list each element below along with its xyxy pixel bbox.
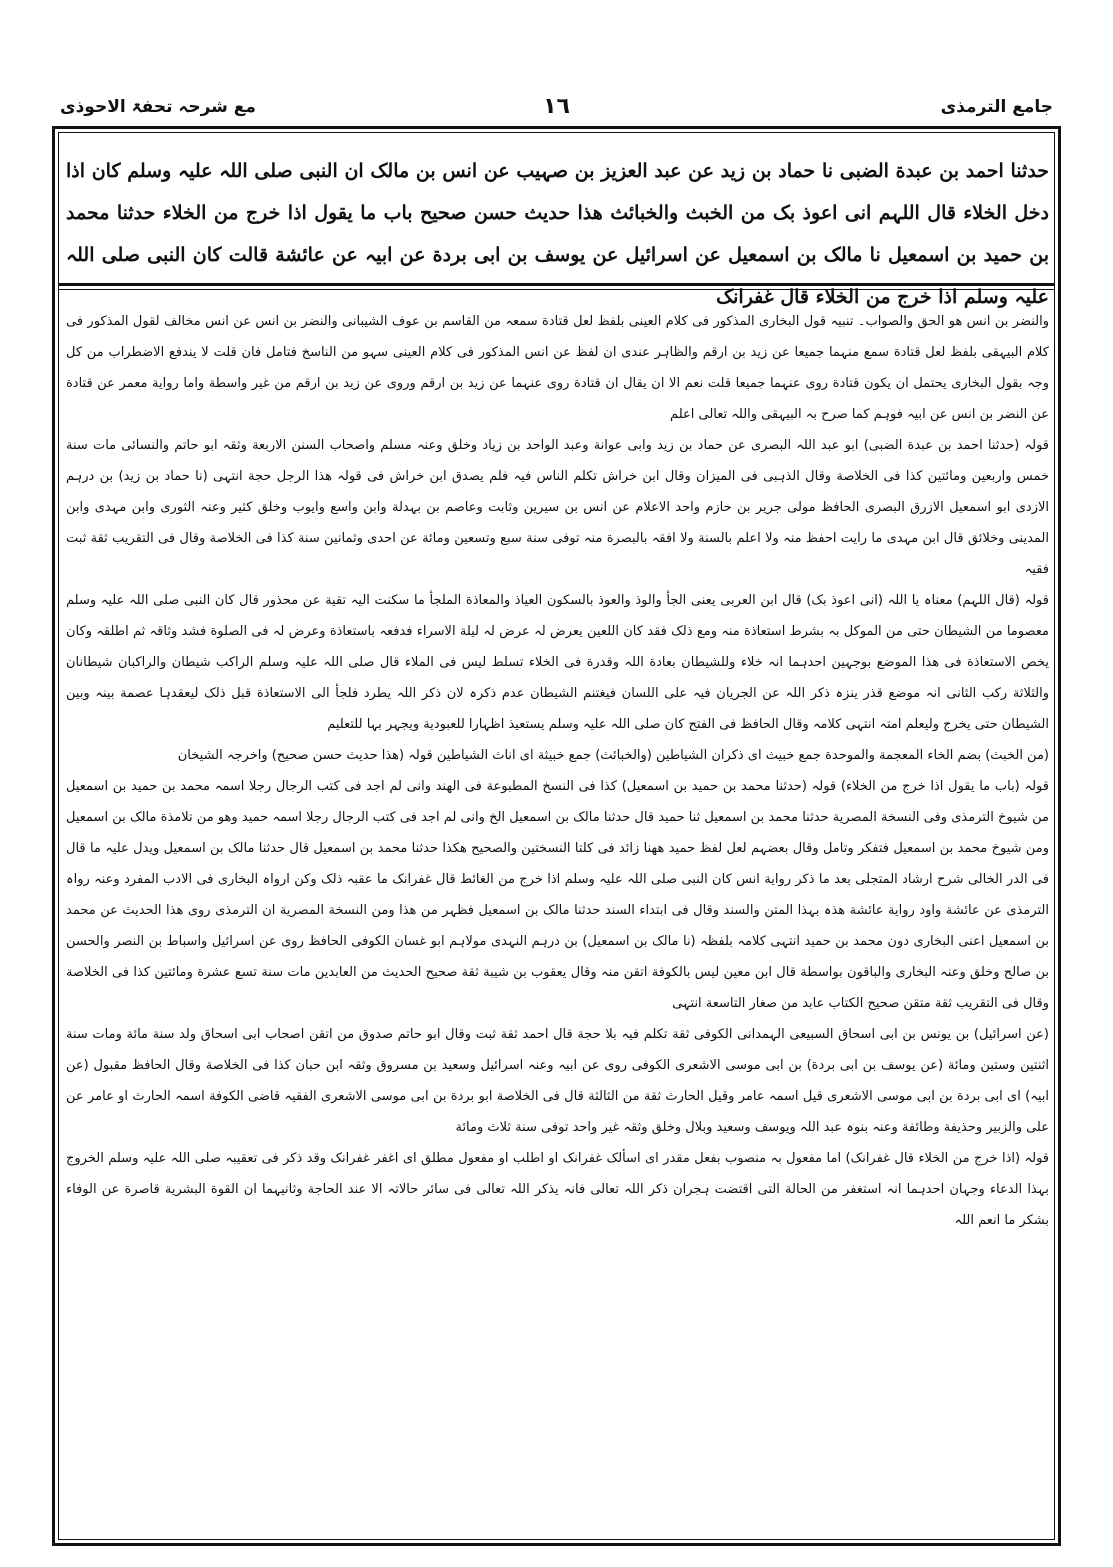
hadith-main-text: حدثنا احمد بن عبدة الضبی نا حماد بن زید عن عبد العزیز بن صہیب عن انس بن مالک ان النبی صلی اللہ علیہ وسلم کان اذا دخل الخلاء قال اللہم انی اعوذ بک من الخبث والخبائث هذا حدیث حسن صحیح باب ما یقول اذا خرج من الخلاء حدثنا محمد بن حمید بن اسمعیل نا مالک بن اسمعیل عن اسرائیل عن یوسف بن ابی بردة عن ابیہ عن عائشة قالت کان النبی صلی اللہ علیہ وسلم اذا خرج من الخلاء قال غفرانک: [66, 160, 1049, 308]
commentary-paragraph: قولہ (باب ما یقول اذا خرج من الخلاء) قولہ (حدثنا محمد بن حمید بن اسمعیل) کذا فی النسخ المطبوعة فی الهند وانی لم اجد فی کتب الرجال رجلا اسمہ محمد بن حمید بن اسمعیل من شیوخ الترمذی وفی النسخة المصریة حدثنا محمد بن اسمعیل ثنا حمید قال حدثنا مالک بن اسمعیل الخ وانی لم اجد فی کتب الرجال رجلا اسمہ حمید وهو من تلامذة مالک بن اسمعیل ومن شیوخ محمد بن اسمعیل فتفکر وتامل وقال بعضہم لعل لفظ حمید ههنا زائد فی کلتا النسختین والصحیح هکذا حدثنا محمد بن اسمعیل قال حدثنا مالک بن اسمعیل ویدل علیہ ما قال فی الدر الخالی شرح ارشاد المتجلی بعد ما ذکر روایة انس کان النبی صلی اللہ علیہ وسلم اذا خرج من الغائط قال غفرانک ما عقبہ ذلک وکن ارواہ البخاری فی الادب المفرد وعنہ رواہ الترمذی عن عائشة واود روایة عائشة هذہ بہذا المتن والسند وقال فی ابتداء السند حدثنا مالک بن اسمعیل فظہر من هذا ومن النسخة المصریة ان الترمذی روی هذا الحدیث عن محمد بن اسمعیل اعنی البخاری دون محمد بن حمید انتہی کلامہ بلفظہ (نا مالک بن اسمعیل) بن درہم النہدی مولاہم ابو غسان الکوفی الحافظ روی عن اسرائیل واسباط بن النصر والحسن بن صالح وخلق وعنہ البخاری والباقون بواسطة قال ابن معین لیس بالکوفة اتقن منہ وقال یعقوب بن شیبة ثقة صحیح الحدیث من العابدین مات سنة تسع عشرة ومائتین کذا فی الخلاصة وقال فی التقریب ثقة متقن صحیح الکتاب عابد من صغار التاسعة انتہی: [66, 779, 1049, 1011]
commentary-paragraph: (من الخبث) بضم الخاء المعجمة والموحدة جمع خبیث ای ذکران الشیاطین (والخبائث) جمع خبیثة ای اناث الشیاطین قولہ (هذا حدیث حسن صحیح) واخرجہ الشیخان: [177, 748, 1049, 763]
book-title: جامع الترمذی: [940, 97, 1053, 117]
page-number: ١٦: [543, 94, 570, 119]
commentary-title: مع شرحہ تحفۃ الاحوذی: [60, 97, 256, 117]
section-divider-thick: [58, 283, 1055, 286]
commentary-paragraph: قولہ (اذا خرج من الخلاء قال غفرانک) اما مفعول بہ منصوب بفعل مقدر ای اسألک غفرانک او اطلب او مفعول مطلق ای اغفر غفرانک وقد ذکر فی تعقیبہ صلی اللہ علیہ وسلم الخروج بہذا الدعاء وجہان احدہما انہ استغفر من الحالة التی اقتضت ہجران ذکر اللہ تعالی فانہ یذکر اللہ تعالی فی سائر حالاتہ الا عند الحاجة وثانیہما ان القوة البشریة قاصرة عن الوفاء بشکر ما انعم اللہ: [66, 1151, 1049, 1228]
commentary-paragraph: والنضر بن انس هو الحق والصواب۔ تنبیہ قول البخاری المذکور فی کلام العینی بلفظ لعل قتادة سمعہ من القاسم بن عوف الشیبانی والنضر بن انس عن انس مخالف لقول المذکور فی کلام البیہقی بلفظ لعل قتادة سمع منہما جمیعا عن زید بن ارقم والظاہر عندی ان لفظ عن انس المذکور فی کلام العینی سہو من الناسخ فتامل فان قلت لا یندفع الاضطراب من کل وجہ بقول البخاری یحتمل ان یکون قتادة روی عنہما جمیعا قلت نعم الا ان یقال ان قتادة روی عنہما عن زید بن ارقم وروی عن زید بن ارقم من غیر واسطة واما روایة معمر عن قتادة عن النضر بن انس عن ابیہ فوہم کما صرح بہ البیہقی واللہ تعالی اعلم: [66, 314, 1049, 422]
section-divider-thin: [58, 289, 1055, 290]
running-header: [60, 92, 1053, 128]
commentary-body: [66, 306, 1049, 1532]
commentary-paragraph: قولہ (قال اللہم) معناہ یا اللہ (انی اعوذ بک) قال ابن العربی یعنی الجأ والوذ والعوذ بالسکون العیاذ والمعاذة الملجأ ما سکنت الیہ تقیة عن محذور قال کان النبی صلی اللہ علیہ وسلم معصوما من الشیطان حتی من الموکل بہ بشرط استعاذة منہ ومع ذلک فقد کان اللعین یعرض لہ عرض لہ لیلة الاسراء فدفعہ باستعاذة وعرض لہ فی الصلوة فشد وثاقہ ثم اطلقہ وکان یخص الاستعاذة فی هذا الموضع بوجہین احدہما انہ خلاء وللشیطان بعادة اللہ وقدرة فی الخلاء تسلط لیس فی الملاء قال صلی اللہ علیہ وسلم الراکب شیطان والراکبان شیطانان والثلاثة رکب الثانی انہ موضع قذر ینزہ ذکر اللہ عن الجریان فیہ علی اللسان فیغتنم الشیطان عدم ذکرہ لان ذکر اللہ یطرد فلجأ الی الاستعاذة قبل ذلک لیعقدہا عصمة بینہ وبین الشیطان حتی یخرج ولیعلم امتہ انتہی کلامہ وقال الحافظ فی الفتح کان صلی اللہ علیہ وسلم یستعیذ اظہارا للعبودیة ویجہر بہا للتعلیم: [66, 593, 1049, 732]
commentary-paragraph: (عن اسرائیل) بن یونس بن ابی اسحاق السبیعی الہمدانی الکوفی ثقة تکلم فیہ بلا حجة قال احمد ثقة ثبت وقال ابو حاتم صدوق من اتقن اصحاب ابی اسحاق ولد سنة مائة ومات سنة اثنتین وستین ومائة (عن یوسف بن ابی بردة) بن ابی موسی الاشعری الکوفی روی عن ابیہ وعنہ اسرائیل وسعید بن مسروق وثقہ ابن حبان کذا فی الخلاصة وقال الحافظ مقبول (عن ابیہ) ای ابی بردة بن ابی موسی الاشعری قیل اسمہ عامر وقیل الحارث ثقة من الثالثة قال فی الخلاصة ابو بردة بن ابی موسی الاشعری الفقیہ قاضی الکوفة اسمہ الحارث او عامر عن علی والزبیر وحذیفة وطائفة وعنہ بنوہ عبد اللہ ویوسف وسعید وبلال وخلق وثقہ غیر واحد توفی سنة ثلاث ومائة: [66, 1027, 1049, 1135]
commentary-paragraph: قولہ (حدثنا احمد بن عبدة الضبی) ابو عبد اللہ البصری عن حماد بن زید وابی عوانة وعبد الواحد بن زیاد وخلق وعنہ مسلم واصحاب السنن الاربعة وثقہ ابو حاتم والنسائی مات سنة خمس واربعین ومائتین کذا فی الخلاصة وقال الذہبی فی المیزان وقال ابن خراش تکلم الناس فیہ فلم یصدق ابن خراش فی قولہ هذا الرجل حجة انتہی (نا حماد بن زید) بن درہم الازدی ابو اسمعیل الازرق البصری الحافظ مولی جریر بن حازم واحد الاعلام عن انس بن سیرین وثابت وعاصم بن بہدلة وابن واسع وایوب وخلق کثیر وعنہ الثوری وابن مہدی وابن المدینی وخلائق قال ابن مہدی ما رایت احفظ منہ ولا اعلم بالسنة ولا افقہ بالبصرة منہ توفی سنة سبع وتسعین ومائة عن احدی وثمانین سنة کذا فی الخلاصة وقال فی التقریب ثقة ثبت فقیہ: [66, 438, 1049, 577]
